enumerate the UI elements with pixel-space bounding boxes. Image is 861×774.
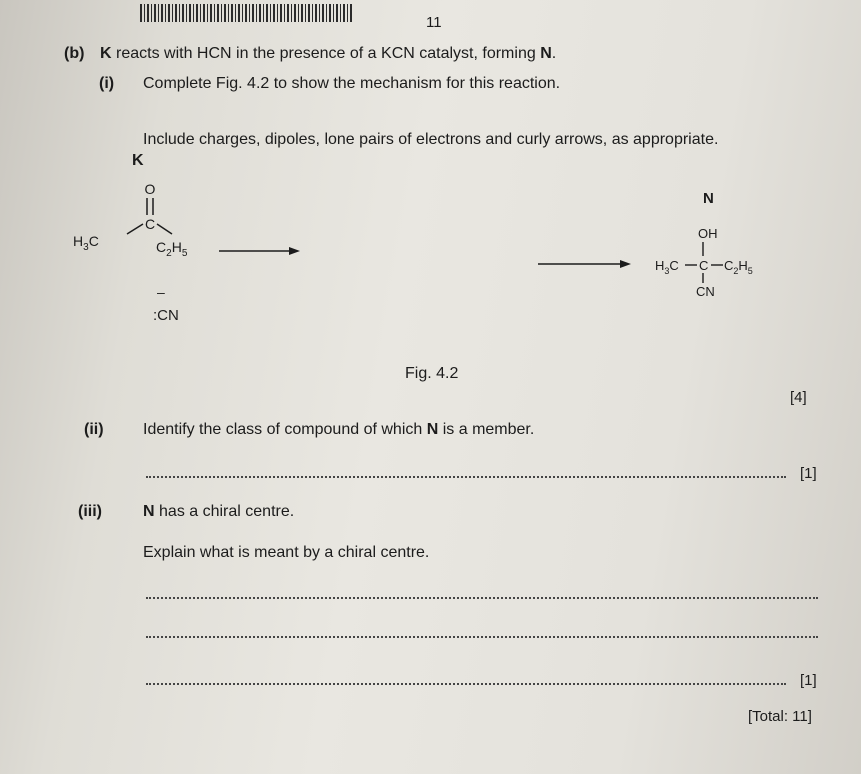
part-i-line1: Complete Fig. 4.2 to show the mechanism for this reaction. xyxy=(143,75,561,92)
part-b-n: N xyxy=(540,45,552,62)
part-i-label: (i) xyxy=(99,75,115,92)
product-center-carbon: C xyxy=(699,258,709,273)
part-ii-label: (ii) xyxy=(84,421,104,438)
reactant-label: K xyxy=(132,152,144,169)
part-i-line2: Include charges, dipoles, lone pairs of electrons and curly arrows, as appropriate. xyxy=(143,131,719,148)
total-marks: [Total: 11] xyxy=(748,708,812,725)
part-iii-answer-line-2[interactable] xyxy=(146,636,818,638)
product-label: N xyxy=(703,190,714,207)
page-number: 11 xyxy=(426,14,442,31)
figure-caption: Fig. 4.2 xyxy=(405,365,459,382)
part-ii-question-post: is a member. xyxy=(442,421,535,438)
part-iii-answer-line-1[interactable] xyxy=(146,597,818,599)
part-iii-label: (iii) xyxy=(78,503,102,520)
product-ethyl: $C_2H_5$ xyxy=(724,258,753,276)
reactant-ethyl: $C_2H_5$ xyxy=(156,239,188,259)
part-iii-question: Explain what is meant by a chiral centre. xyxy=(143,544,430,561)
reactant-methyl: $H_3C$ xyxy=(73,233,99,253)
part-iii-statement xyxy=(143,503,294,521)
product-nitrile: CN xyxy=(696,284,715,299)
part-ii-answer-line[interactable] xyxy=(146,476,786,478)
cyanide-ion: :CN xyxy=(153,307,179,324)
product-hydroxyl: OH xyxy=(698,226,718,241)
part-iii-marks: [1] xyxy=(800,672,817,689)
part-iii-n: N xyxy=(143,503,155,520)
part-iii-answer-line-3[interactable] xyxy=(146,683,786,685)
cyanide-charge: – xyxy=(157,284,165,300)
product-methyl: $H_3C$ xyxy=(655,258,679,276)
reaction-arrow-1-head xyxy=(289,247,300,255)
part-ii-question-pre: Identify the class of compound of which xyxy=(143,421,423,438)
carbonyl-oxygen: O xyxy=(144,181,156,197)
part-ii-question xyxy=(143,421,534,439)
methyl-bond xyxy=(127,224,143,234)
reaction-arrow-2-head xyxy=(620,260,631,268)
part-ii-n: N xyxy=(426,421,439,438)
part-iii-statement-text: has a chiral centre. xyxy=(159,503,295,520)
part-ii-marks: [1] xyxy=(800,465,817,482)
part-b-intro-end: . xyxy=(551,45,557,62)
part-b-k: K xyxy=(100,45,112,62)
part-b-intro-text: reacts with HCN in the presence of a KCN catalyst, forming xyxy=(116,45,536,62)
ethyl-bond xyxy=(157,224,172,234)
part-b-label: (b) xyxy=(64,45,85,62)
carbonyl-carbon: C xyxy=(144,216,156,232)
part-i-marks: [4] xyxy=(790,389,807,406)
